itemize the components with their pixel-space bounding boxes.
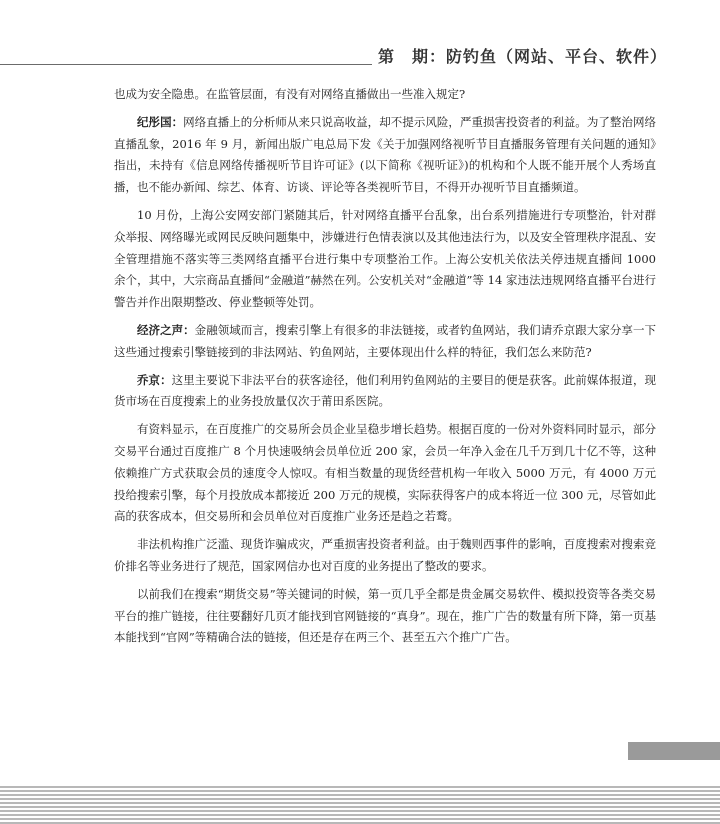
speaker-label: 经济之声： xyxy=(137,322,195,337)
paragraph-text: 有资料显示，在百度推广的交易所会员企业呈稳步增长趋势。根据百度的一份对外资料同时显示，部分交易平台通过百度推广 8 个月快速吸纳会员单位近 200 家，会员一年净入金在几千万到几十亿不等，这种依赖推广方式获取会员的速度令人惊叹。有相当数量的现货经营机构一年收入 5000 万元，有 4000 万元投给搜索引擎，每个月投放成本都接近 200 万元的规模，实际获得客户的成本将近一位 300 元，尽管如此高的获客成本，但交易所和会员单位对百度推广业务还是趋之若鹜。 xyxy=(114,422,656,524)
footer-gray-block xyxy=(628,742,720,760)
speaker-label: 纪彤国： xyxy=(137,114,184,129)
paragraph-3 xyxy=(114,205,656,314)
paragraph-text: 非法机构推广泛滥、现货诈骗成灾，严重损害投资者利益。由于魏则西事件的影响，百度搜索对搜索竞价排名等业务进行了规范，国家网信办也对百度的业务提出了整改的要求。 xyxy=(114,537,656,573)
paragraph-8 xyxy=(114,584,656,649)
paragraph-text: 这里主要说下非法平台的获客途径，他们利用钓鱼网站的主要目的便是获客。此前媒体报道，现货市场在百度搜索上的业务投放量仅次于莆田系医院。 xyxy=(114,372,657,409)
paragraph-7 xyxy=(114,534,656,578)
paragraph-text: 金融领域而言，搜索引擎上有很多的非法链接，或者钓鱼网站，我们请乔京跟大家分享一下这些通过搜索引擎链接到的非法网站、钓鱼网站，主要体现出什么样的特征，我们怎么来防范? xyxy=(114,322,656,359)
paragraph-2 xyxy=(114,112,656,199)
article-body xyxy=(114,84,656,655)
paragraph-5 xyxy=(114,370,656,414)
paragraph-text: 也成为安全隐患。在监管层面，有没有对网络直播做出一些准入规定? xyxy=(114,87,466,101)
paragraph-6 xyxy=(114,419,656,528)
paragraph-4 xyxy=(114,320,656,364)
header-rule xyxy=(0,64,372,65)
paragraph-1 xyxy=(114,84,656,106)
paragraph-text: 10 月份，上海公安网安部门紧随其后，针对网络直播平台乱象，出台系列措施进行专项整治，针对群众举报、网络曝光或网民反映问题集中，涉嫌进行色情表演以及其他违法行为，以及安全管理秩序混乱、安全管理措施不落实等三类网络直播平台进行集中专项整治工作。上海公安机关依法关停违规直播间 1000 余个，其中，大宗商品直播间“金融道”赫然在列。公安机关对“金融道”等 14 家违法违规网络直播平台进行警告并作出限期整改、停业整顿等处罚。 xyxy=(114,207,656,310)
footer-stripe-band xyxy=(0,786,720,824)
running-header-title: 第 期：防钓鱼（网站、平台、软件） xyxy=(378,47,668,66)
paragraph-text: 网络直播上的分析师从来只说高收益，却不提示风险，严重损害投资者的利益。为了整治网络直播乱象，2016 年 9 月，新闻出版广电总局下发《关于加强网络视听节目直播服务管理有关问题的通知》指出，未持有《信息网络传播视听节目许可证》(以下简称《视听证》)的机构和个人既不能开展个人秀场直播，也不能办新闻、综艺、体育、访谈、评论等各类视听节目，不得开办视听节目直播频道。 xyxy=(114,114,656,195)
speaker-label: 乔京： xyxy=(137,372,172,387)
paragraph-text: 以前我们在搜索“期货交易”等关键词的时候，第一页几乎全都是贵金属交易软件、模拟投资等各类交易平台的推广链接，往往要翻好几页才能找到官网链接的“真身”。现在，推广广告的数量有所下降，第一页基本能找到“官网”等精确合法的链接，但还是存在两三个、甚至五六个推广广告。 xyxy=(114,586,656,645)
